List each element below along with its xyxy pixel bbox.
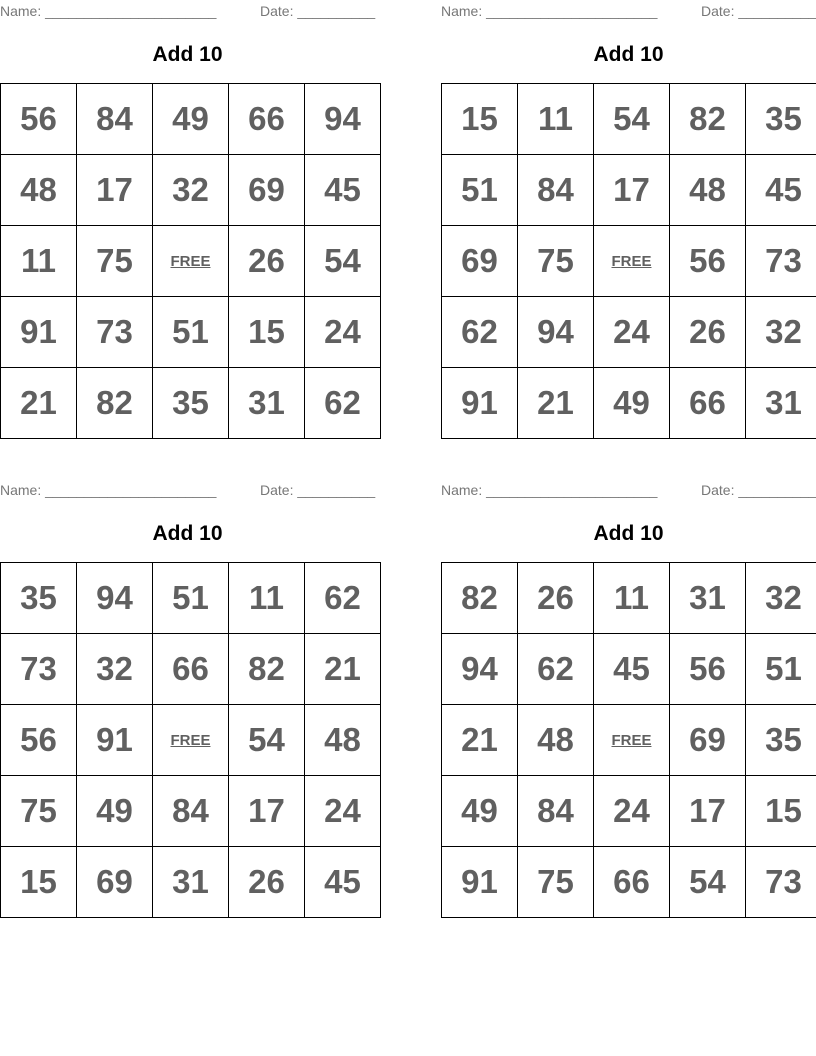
bingo-grid <box>0 562 381 918</box>
grid-cell: 21 <box>1 368 77 439</box>
grid-cell: 32 <box>153 155 229 226</box>
free-space-cell: FREE <box>153 705 229 776</box>
grid-cell: 48 <box>305 705 381 776</box>
date-field[interactable]: Date: __________ <box>260 482 376 498</box>
grid-row <box>442 368 816 439</box>
grid-cell: 94 <box>77 563 153 634</box>
grid-cell: 35 <box>1 563 77 634</box>
card-header <box>0 0 375 22</box>
grid-cell: 35 <box>746 705 816 776</box>
grid-cell: 91 <box>442 847 518 918</box>
grid-cell: 21 <box>305 634 381 705</box>
grid-cell: 54 <box>305 226 381 297</box>
grid-cell: 17 <box>670 776 746 847</box>
grid-cell: 24 <box>594 776 670 847</box>
grid-cell: 62 <box>442 297 518 368</box>
card-title: Add 10 <box>152 43 223 66</box>
grid-row <box>442 847 816 918</box>
date-field[interactable]: Date: __________ <box>260 3 376 19</box>
grid-cell: 82 <box>442 563 518 634</box>
grid-cell: 45 <box>746 155 816 226</box>
grid-cell: 24 <box>594 297 670 368</box>
grid-cell: 26 <box>518 563 594 634</box>
grid-cell: 11 <box>594 563 670 634</box>
bingo-card <box>0 479 376 900</box>
grid-cell: 73 <box>746 847 816 918</box>
date-field[interactable]: Date: __________ <box>701 3 816 19</box>
free-space-cell: FREE <box>594 705 670 776</box>
grid-cell: 94 <box>442 634 518 705</box>
grid-cell: 73 <box>746 226 816 297</box>
grid-cell: 17 <box>77 155 153 226</box>
card-header <box>441 0 816 22</box>
card-title: Add 10 <box>152 522 223 545</box>
free-space-cell: FREE <box>594 226 670 297</box>
grid-cell: 11 <box>518 84 594 155</box>
grid-cell: 32 <box>746 297 816 368</box>
grid-cell: 69 <box>229 155 305 226</box>
grid-cell: 48 <box>1 155 77 226</box>
grid-cell: 17 <box>594 155 670 226</box>
grid-row <box>1 563 381 634</box>
grid-cell: 49 <box>442 776 518 847</box>
grid-cell: 48 <box>670 155 746 226</box>
grid-row <box>1 226 381 297</box>
date-field[interactable]: Date: __________ <box>701 482 816 498</box>
grid-cell: 56 <box>670 226 746 297</box>
grid-cell: 15 <box>229 297 305 368</box>
grid-cell: 51 <box>442 155 518 226</box>
grid-cell: 31 <box>153 847 229 918</box>
grid-cell: 32 <box>746 563 816 634</box>
grid-cell: 15 <box>1 847 77 918</box>
name-field[interactable]: Name: ______________________ <box>441 3 658 19</box>
grid-cell: 51 <box>746 634 816 705</box>
free-space-cell: FREE <box>153 226 229 297</box>
grid-cell: 84 <box>77 84 153 155</box>
grid-cell: 73 <box>1 634 77 705</box>
grid-cell: 56 <box>1 705 77 776</box>
grid-cell: 91 <box>1 297 77 368</box>
grid-cell: 66 <box>153 634 229 705</box>
grid-cell: 56 <box>1 84 77 155</box>
grid-cell: 84 <box>518 155 594 226</box>
grid-cell: 91 <box>77 705 153 776</box>
grid-cell: 84 <box>153 776 229 847</box>
grid-cell: 51 <box>153 563 229 634</box>
grid-cell: 51 <box>153 297 229 368</box>
card-header <box>441 479 816 501</box>
grid-cell: 32 <box>77 634 153 705</box>
grid-cell: 11 <box>229 563 305 634</box>
grid-row <box>1 84 381 155</box>
grid-cell: 15 <box>746 776 816 847</box>
grid-cell: 31 <box>670 563 746 634</box>
grid-cell: 62 <box>518 634 594 705</box>
grid-cell: 75 <box>77 226 153 297</box>
grid-cell: 94 <box>305 84 381 155</box>
grid-cell: 26 <box>229 847 305 918</box>
grid-cell: 26 <box>670 297 746 368</box>
grid-cell: 54 <box>594 84 670 155</box>
grid-cell: 21 <box>442 705 518 776</box>
grid-cell: 54 <box>670 847 746 918</box>
bingo-card <box>441 0 816 421</box>
grid-row <box>442 634 816 705</box>
grid-row <box>1 155 381 226</box>
name-field[interactable]: Name: ______________________ <box>0 482 217 498</box>
grid-cell: 91 <box>442 368 518 439</box>
grid-cell: 26 <box>229 226 305 297</box>
grid-row <box>1 368 381 439</box>
grid-cell: 75 <box>518 847 594 918</box>
grid-cell: 82 <box>229 634 305 705</box>
grid-cell: 66 <box>594 847 670 918</box>
grid-row <box>1 776 381 847</box>
card-title: Add 10 <box>593 522 664 545</box>
bingo-grid <box>0 83 381 439</box>
grid-cell: 84 <box>518 776 594 847</box>
card-header <box>0 479 375 501</box>
grid-cell: 69 <box>442 226 518 297</box>
grid-cell: 45 <box>305 847 381 918</box>
grid-cell: 49 <box>77 776 153 847</box>
grid-cell: 48 <box>518 705 594 776</box>
bingo-grid <box>441 562 816 918</box>
grid-row <box>1 705 381 776</box>
grid-cell: 94 <box>518 297 594 368</box>
grid-cell: 49 <box>153 84 229 155</box>
grid-cell: 69 <box>77 847 153 918</box>
grid-cell: 75 <box>1 776 77 847</box>
name-field[interactable]: Name: ______________________ <box>0 3 217 19</box>
grid-row <box>442 84 816 155</box>
grid-cell: 66 <box>670 368 746 439</box>
grid-row <box>442 155 816 226</box>
grid-cell: 54 <box>229 705 305 776</box>
grid-cell: 24 <box>305 776 381 847</box>
grid-cell: 75 <box>518 226 594 297</box>
grid-row <box>442 563 816 634</box>
grid-cell: 31 <box>229 368 305 439</box>
grid-cell: 62 <box>305 563 381 634</box>
grid-cell: 11 <box>1 226 77 297</box>
grid-cell: 49 <box>594 368 670 439</box>
grid-cell: 35 <box>153 368 229 439</box>
grid-cell: 45 <box>594 634 670 705</box>
grid-cell: 35 <box>746 84 816 155</box>
grid-cell: 17 <box>229 776 305 847</box>
bingo-card <box>441 479 816 900</box>
grid-cell: 21 <box>518 368 594 439</box>
grid-cell: 66 <box>229 84 305 155</box>
grid-row <box>442 776 816 847</box>
grid-cell: 73 <box>77 297 153 368</box>
grid-cell: 82 <box>77 368 153 439</box>
bingo-grid <box>441 83 816 439</box>
grid-row <box>1 634 381 705</box>
grid-cell: 56 <box>670 634 746 705</box>
grid-row <box>1 847 381 918</box>
grid-cell: 69 <box>670 705 746 776</box>
card-title: Add 10 <box>593 43 664 66</box>
bingo-card <box>0 0 376 421</box>
name-field[interactable]: Name: ______________________ <box>441 482 658 498</box>
grid-cell: 62 <box>305 368 381 439</box>
grid-row <box>442 705 816 776</box>
grid-row <box>1 297 381 368</box>
grid-cell: 31 <box>746 368 816 439</box>
grid-cell: 45 <box>305 155 381 226</box>
grid-cell: 15 <box>442 84 518 155</box>
grid-cell: 82 <box>670 84 746 155</box>
grid-row <box>442 226 816 297</box>
grid-cell: 24 <box>305 297 381 368</box>
grid-row <box>442 297 816 368</box>
